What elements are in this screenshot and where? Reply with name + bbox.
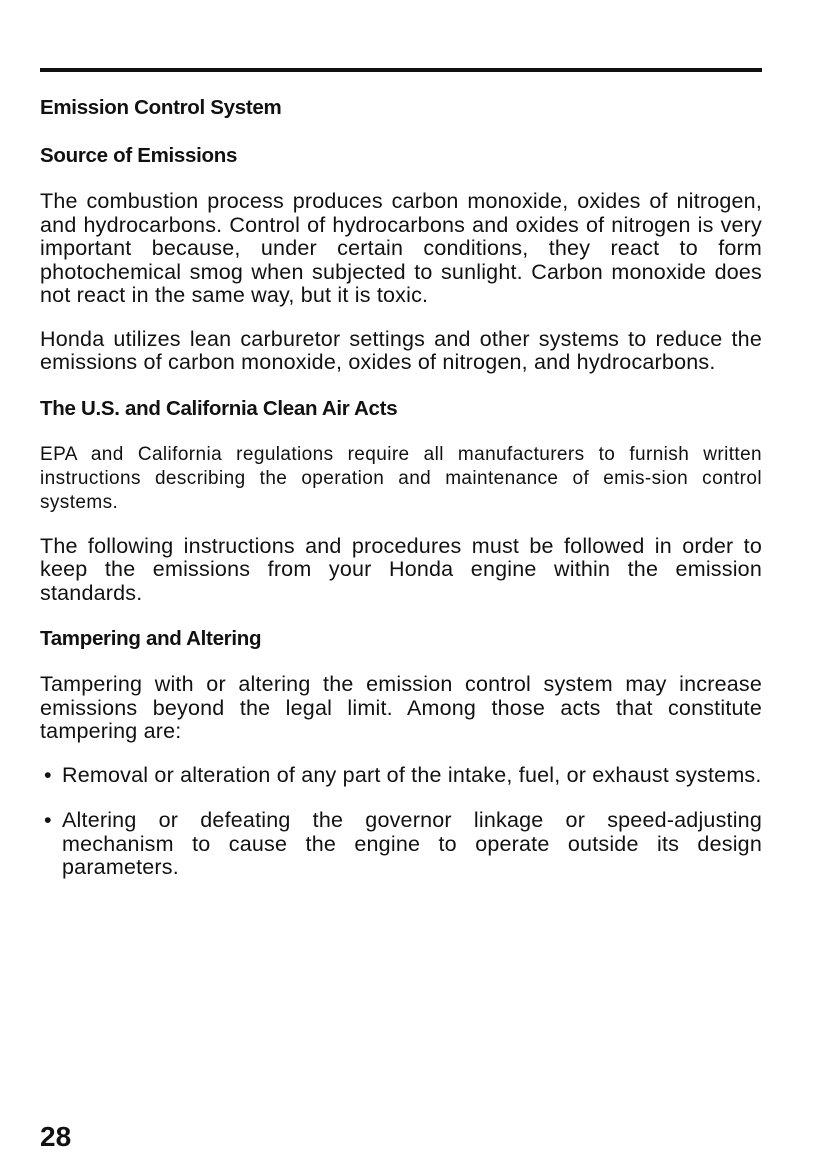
list-item-text: Altering or defeating the governor linkage or speed-adjusting mechanism to cause the engine to operate outside its design parameters. [62,808,762,879]
bullet-icon: • [44,762,52,787]
paragraph-epa: EPA and California regulations require all manufacturers to furnish written instructions describing the operation and maintenance of emis-sion control systems. [40,443,762,513]
paragraph-tampering-intro: Tampering with or altering the emission control system may increase emissions beyond the legal limit. Among those acts that constitute tampering are: [40,672,762,743]
paragraph-honda-utilizes: Honda utilizes lean carburetor settings and other systems to reduce the emissions of carbon monoxide, oxides of nitrogen, and hydrocarbons. [40,326,762,374]
list-item-text: Removal or alteration of any part of the intake, fuel, or exhaust systems. [62,762,762,787]
bullet-icon: • [44,808,52,832]
section-title-tampering: Tampering and Altering [40,627,262,650]
top-rule [40,68,762,72]
section-title-clean-air-acts: The U.S. and California Clean Air Acts [40,396,398,420]
list-item [40,809,762,880]
list-item [40,764,762,788]
paragraph-combustion: The combustion process produces carbon monoxide, oxides of nitrogen, and hydrocarbons. Control of hydrocarbons and oxides of nitrogen is very important because, under certain conditions, they react to form photochemical smog when subjected to sunlight. Carbon monoxide does not react in the same way, but it is toxic. [40,189,762,307]
section-title-emission-control-system: Emission Control System [40,96,282,119]
paragraph-following: The following instructions and procedures must be followed in order to keep the emissions from your Honda engine within the emission standards. [40,533,762,605]
page-number: 28 [40,1121,72,1152]
section-title-source-of-emissions: Source of Emissions [40,144,238,167]
page-content [40,94,762,902]
